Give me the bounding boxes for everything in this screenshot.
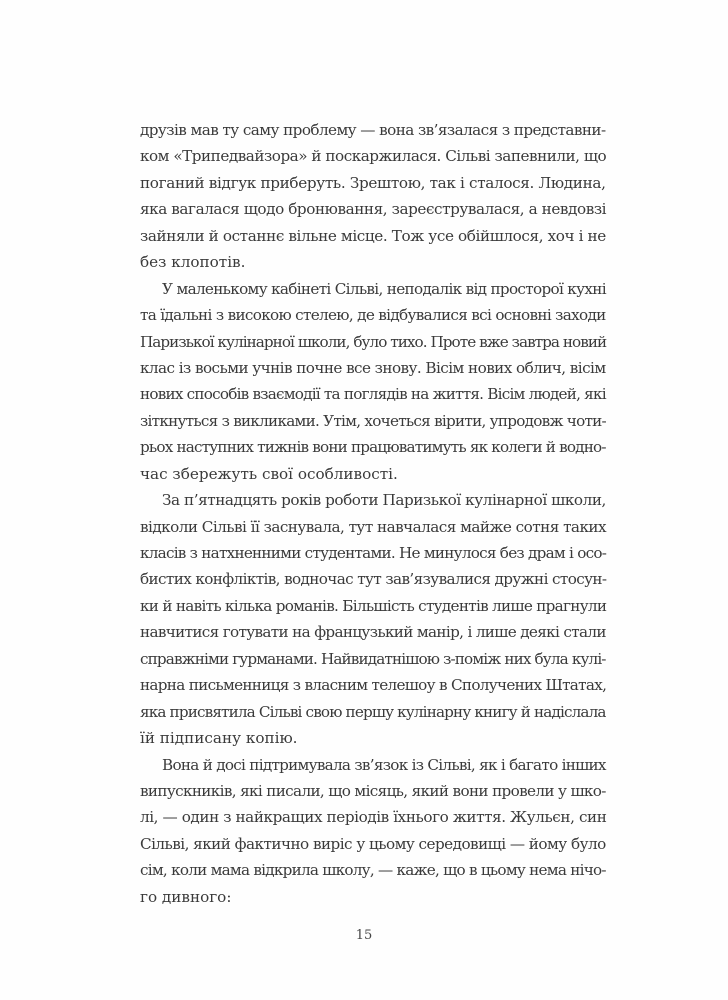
text-line: го дивного: <box>140 887 232 906</box>
text-line: ки й навіть кілька романів. Більшість студентів лише прагнули <box>140 596 607 615</box>
text-line: поганий відгук приберуть. Зрештою, так і сталося. Людина, <box>140 173 606 192</box>
text-line: Сільві, який фактично виріс у цьому середовищі — йому було <box>140 834 606 853</box>
text-line: класів з натхненними студентами. Не минулося без драм і осо- <box>140 544 607 562</box>
text-line: ком «Трипедвайзора» й поскаржилася. Сільві запевнили, що <box>140 147 607 166</box>
text-line: зайняли й останнє вільне місце. Тож усе обійшлося, хоч і не <box>140 226 606 245</box>
page-number: 15 <box>355 928 373 943</box>
paragraph <box>140 487 606 751</box>
text-line: та їдальні з високою стелею, де відбувалися всі основні заходи <box>140 306 606 325</box>
text-line: без клопотів. <box>140 253 246 272</box>
text-line: У маленькому кабінеті Сільві, неподалік від просторої кухні <box>162 279 606 298</box>
text-line: Вона й досі підтримувала зв’язок із Сільві, як і багато інших <box>162 755 606 774</box>
text-line: нових способів взаємодії та поглядів на життя. Вісім людей, які <box>140 385 606 404</box>
body-text <box>140 117 606 910</box>
paragraph <box>140 117 606 276</box>
text-line: Паризької кулінарної школи, було тихо. Проте вже завтра новий <box>140 332 607 351</box>
text-line: випускників, які писали, що місяць, який вони провели у шко- <box>140 781 606 800</box>
text-line: зіткнуться з викликами. Утім, хочеться вірити, упродовж чоти- <box>140 411 606 430</box>
text-line: друзів мав ту саму проблему — вона зв’язалася з представни- <box>140 121 606 139</box>
paragraph <box>140 276 606 488</box>
text-line: лі, — один з найкращих періодів їхнього життя. Жульєн, син <box>140 808 607 827</box>
text-line: час збережуть свої особливості. <box>140 464 398 483</box>
text-line: навчитися готувати на французький манір, і лише деякі стали <box>140 623 606 642</box>
text-line: нарна письменниця з власним телешоу в Сполучених Штатах, <box>140 676 607 695</box>
text-line: яка присвятила Сільві свою першу кулінарну книгу й надіслала <box>140 702 606 721</box>
text-line: бистих конфліктів, водночас тут зав’язувалися дружні стосун- <box>140 570 607 589</box>
text-line: За п’ятнадцять років роботи Паризької кулінарної школи, <box>162 491 606 510</box>
text-line: відколи Сільві її заснувала, тут навчалася майже сотня таких <box>140 517 607 536</box>
text-line: клас із восьми учнів почне все знову. Вісім нових облич, вісім <box>140 358 606 377</box>
text-line: яка вагалася щодо бронювання, зареєструвалася, а невдовзі <box>140 200 607 219</box>
text-line: справжніми гурманами. Найвидатнішою з-поміж них була кулі- <box>140 649 606 668</box>
paragraph <box>140 752 606 911</box>
text-line: рьох наступних тижнів вони працюватимуть як колеги й водно- <box>140 438 606 457</box>
text-line: сім, коли мама відкрила школу, — каже, що в цьому нема нічо- <box>140 861 606 880</box>
text-line: їй підписану копію. <box>140 729 298 748</box>
